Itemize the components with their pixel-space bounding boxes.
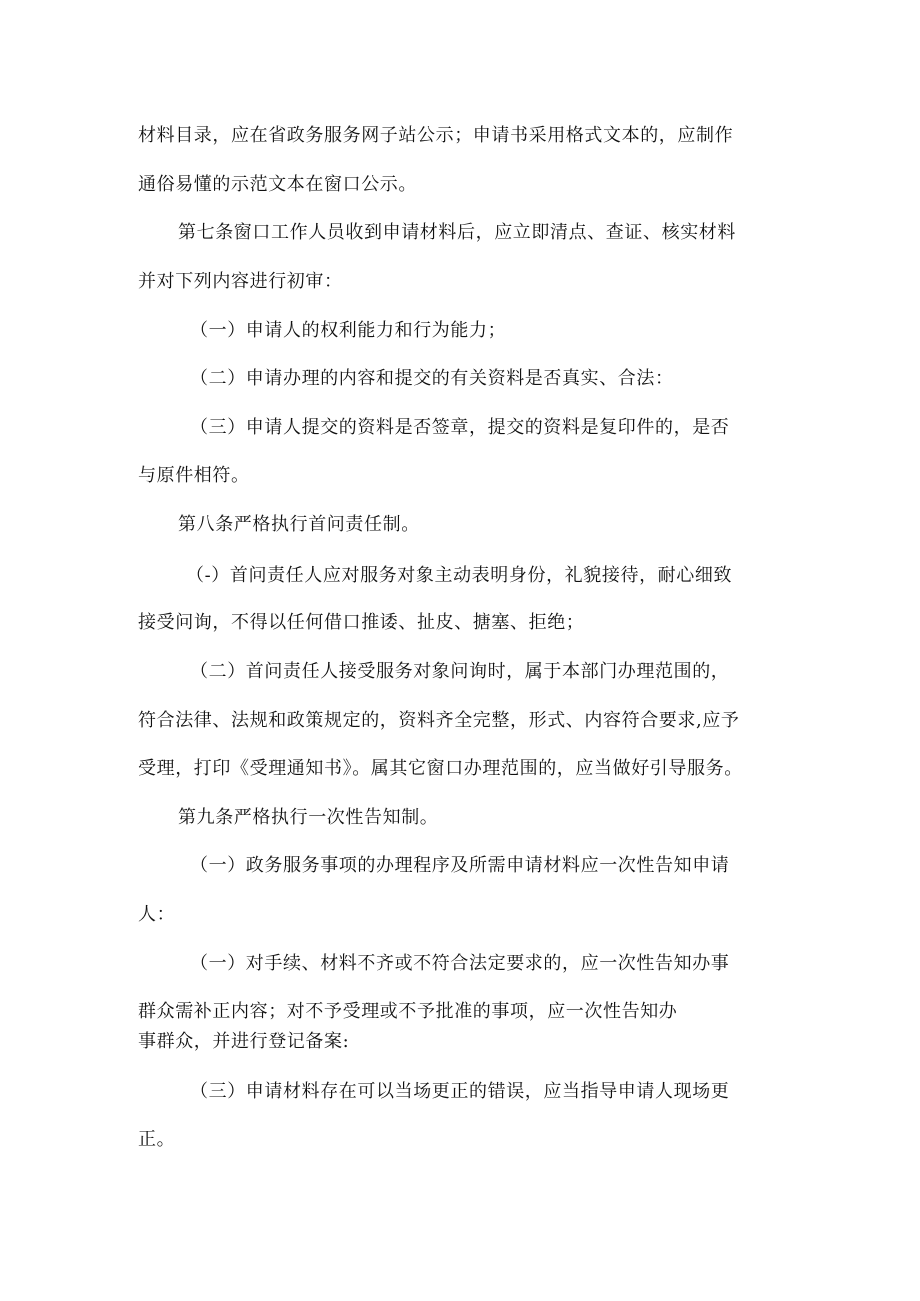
list-item: （一）对手续、材料不齐或不符合法定要求的，应一次性告知办事 — [190, 953, 730, 974]
list-item: （一）申请人的权利能力和行为能力； — [190, 320, 507, 341]
list-item: （-）首问责任人应对服务对象主动表明身份，礼貌接待，耐心细致 — [186, 565, 733, 586]
text-line: 通俗易懂的示范文本在窗口公示。 — [138, 174, 417, 195]
list-item: （三）申请人提交的资料是否签章，提交的资料是复印件的，是否 — [190, 417, 730, 438]
text-line: 群众需补正内容；对不予受理或不予批准的事项，应一次性告知办 — [138, 1001, 678, 1022]
article-8-heading: 第八条严格执行首问责任制。 — [178, 514, 420, 535]
list-item: （二）首问责任人接受服务对象问询时，属于本部门办理范围的， — [190, 661, 730, 682]
list-item: （三）申请材料存在可以当场更正的错误，应当指导申请人现场更 — [190, 1081, 730, 1102]
text-line: 符合法律、法规和政策规定的，资料齐全完整，形式、内容符合要求,应予 — [138, 710, 740, 731]
text-line: 人： — [138, 904, 176, 925]
text-line: 接受问询，不得以任何借口推诿、扯皮、搪塞、拒绝； — [138, 612, 585, 633]
text-line: 正。 — [138, 1129, 176, 1150]
list-item: （一）政务服务事项的办理程序及所需申请材料应一次性告知申请 — [190, 855, 730, 876]
text-line: 材料目录，应在省政务服务网子站公示；申请书采用格式文本的，应制作 — [138, 125, 734, 146]
article-7-heading: 第七条窗口工作人员收到申请材料后，应立即清点、查证、核实材料 — [178, 222, 736, 243]
text-line: 并对下列内容进行初审： — [138, 271, 343, 292]
text-line: 事群众，并进行登记备案: — [138, 1031, 350, 1052]
text-line: 与原件相符。 — [138, 465, 250, 486]
article-9-heading: 第九条严格执行一次性告知制。 — [178, 807, 439, 828]
text-line: 受理，打印《受理通知书》。属其它窗口办理范围的，应当做好引导服务。 — [138, 758, 743, 779]
list-item: （二）申请办理的内容和提交的有关资料是否真实、合法： — [190, 368, 674, 389]
